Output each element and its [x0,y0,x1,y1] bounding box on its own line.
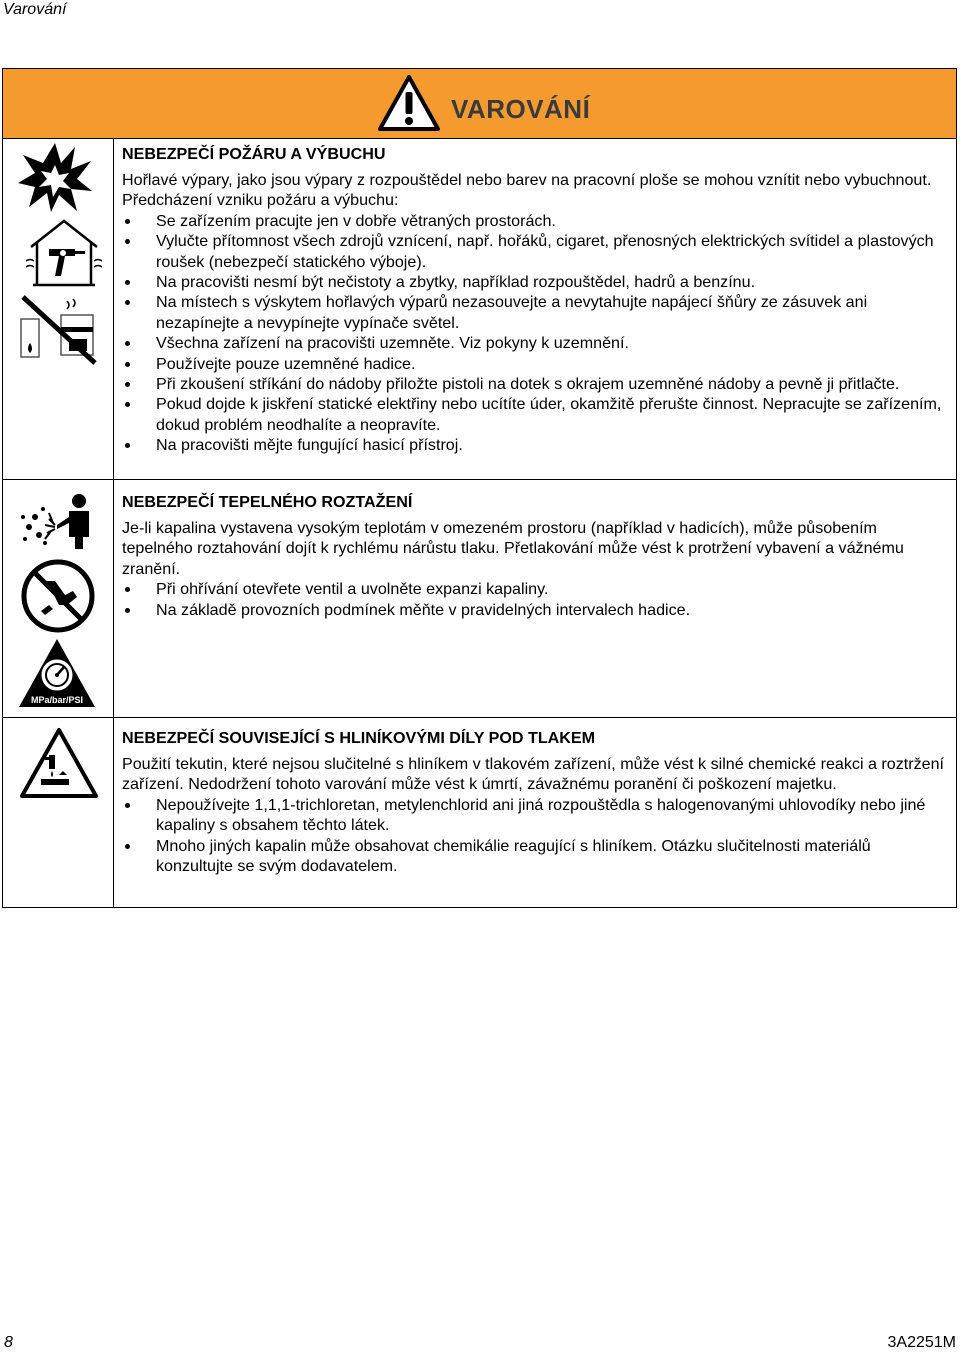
ventilated-house-spray-gun-icon [25,217,103,289]
section-intro: Je-li kapalina vystavena vysokým teplotám v omezeném prostoru (například v hadicích), může působením tepelného roztahování dojít k rychlému nárůstu tlaku. Přetlakování může vést k protržení vybavení a vážnému zranění. [122,519,904,578]
no-ignition-sources-icon [17,293,99,367]
list-item: Na základě provozních podmínek měňte v pravidelných intervalech hadice. [122,600,952,620]
bullet-list [122,211,952,456]
gauge-unit-label: MPa/bar/PSI [30,695,84,705]
fire-explosion-section [122,144,952,456]
thermal-expansion-section [122,492,952,620]
list-item: Všechna zařízení na pracovišti uzemněte. Viz pokyny k uzemnění. [122,333,952,353]
section-title: NEBEZPEČÍ SOUVISEJÍCÍ S HLINÍKOVÝMI DÍLY POD TLAKEM [122,729,596,747]
explosion-icon [17,141,93,213]
list-item: Mnoho jiných kapalin může obsahovat chemikálie reagující s hliníkem. Otázku slučitelnosti materiálů konzultujte se svým dodavatelem. [122,836,952,877]
section-title: NEBEZPEČÍ POŽÁRU A VÝBUCHU [122,145,386,163]
list-item: Při zkoušení stříkání do nádoby přiložte pistoli na dotek s okrajem uzemněné nádoby a pevně ji přitlačte. [122,374,952,394]
running-title: Varování [3,1,67,18]
banner-title: VAROVÁNÍ [451,94,591,124]
list-item: Se zařízením pracujte jen v dobře větraných prostorách. [122,211,952,231]
aluminum-parts-section [122,728,952,876]
section-intro: Použití tekutin, které nejsou slučitelné s hliníkem v tlakovém zařízení, může vést k silné chemické reakci a roztržení zařízení. Nedodržení tohoto varování může vést k úmrtí, závažnému poranění či poškození majetku. [122,755,945,794]
list-item: Pokud dojde k jiskření statické elektřiny nebo ucítíte úder, okamžitě přerušte činnost. Nepracujte se zařízením, dokud problém neodhalíte a neopravíte. [122,394,952,435]
document-code: 3A2251M [887,1334,956,1351]
page-number: 8 [4,1334,13,1351]
bullet-list [122,795,952,877]
pressure-gauge-icon [17,637,97,709]
row-divider [3,479,956,480]
section-title: NEBEZPEČÍ TEPELNÉHO ROZTAŽENÍ [122,493,413,511]
column-divider [113,138,114,908]
corrosive-chemical-icon [19,727,99,799]
warning-banner [3,69,956,139]
splash-injury-icon [15,487,95,551]
list-item: Používejte pouze uzemněné hadice. [122,354,952,374]
list-item: Na pracovišti nesmí být nečistoty a zbytky, například rozpouštědel, hadrů a benzínu. [122,272,952,292]
no-hand-spray-icon [19,557,97,635]
list-item: Na pracovišti mějte fungující hasicí přístroj. [122,435,952,455]
section-intro: Hořlavé výpary, jako jsou výpary z rozpouštědel nebo barev na pracovní ploše se mohou vznítit nebo vybuchnout. Předcházení vzniku požáru a výbuchu: [122,171,932,210]
list-item: Na místech s výskytem hořlavých výparů nezasouvejte a nevytahujte napájecí šňůry ze zásuvek ani nezapínejte a nevypínejte vypínače světel. [122,292,952,333]
bullet-list [122,579,952,620]
row-divider [3,717,956,718]
list-item: Vylučte přítomnost všech zdrojů vznícení, např. hořáků, cigaret, přenosných elektrických svítidel a plastových roušek (nebezpečí statického výboje). [122,231,952,272]
list-item: Nepoužívejte 1,1,1-trichloretan, metylenchlorid ani jiná rozpouštědla s halogenovanými uhlovodíky nebo jiné kapaliny s obsahem těchto látek. [122,795,952,836]
warning-triangle-icon [377,74,441,132]
list-item: Při ohřívání otevřete ventil a uvolněte expanzi kapaliny. [122,579,952,599]
warning-table [2,68,957,908]
